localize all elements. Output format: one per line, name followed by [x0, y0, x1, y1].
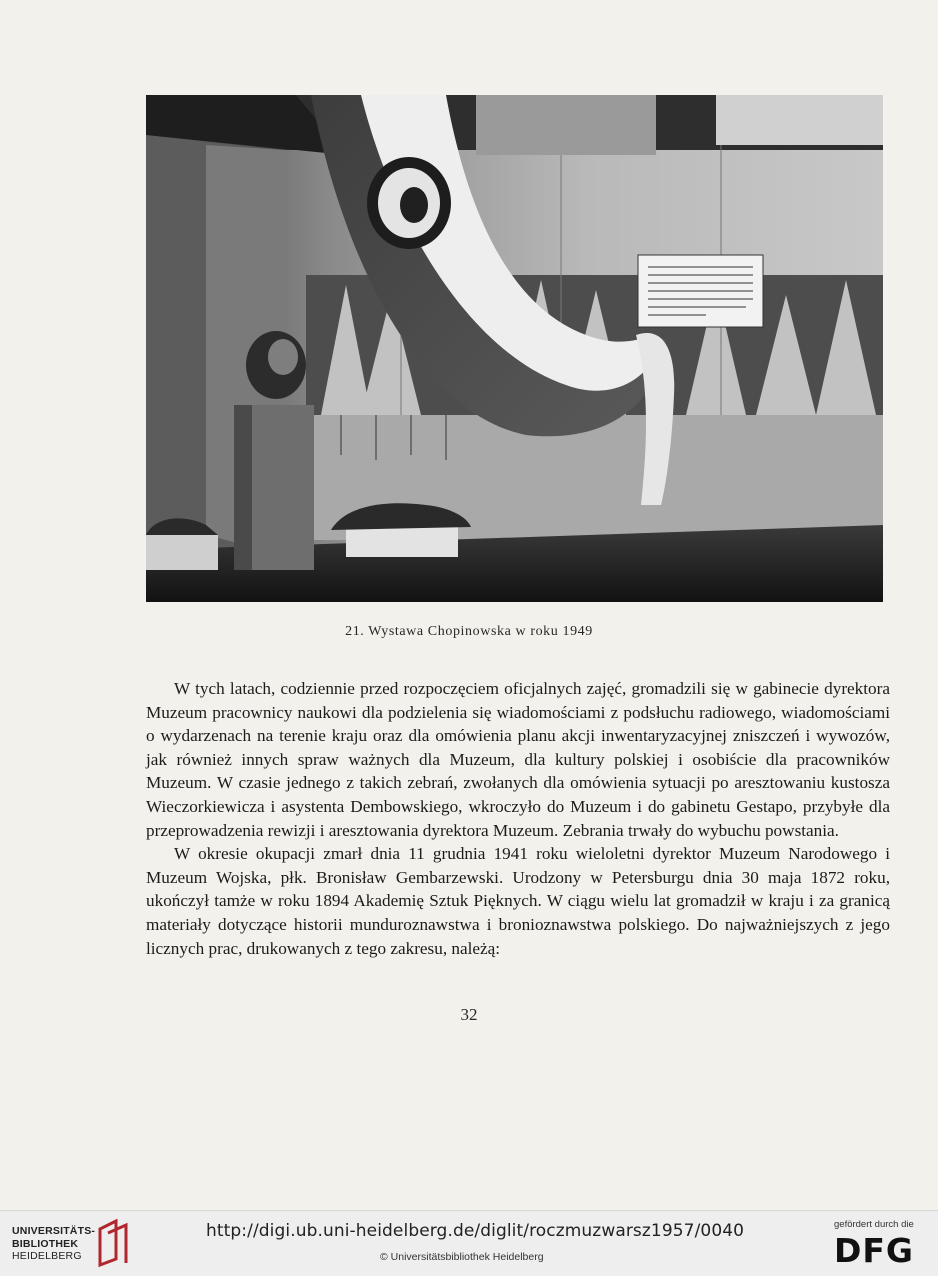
body-text: [146, 677, 890, 960]
library-emblem-icon: [96, 1219, 130, 1267]
library-logo-text[interactable]: [12, 1225, 95, 1263]
library-line-2: BIBLIOTHEK: [12, 1237, 79, 1250]
exhibition-photo-illustration: [146, 95, 883, 602]
paragraph-2: W okresie okupacji zmarł dnia 11 grudnia 1941 roku wieloletni dyrektor Muzeum Narodowego i Muzeum Wojska, płk. Bronisław Gembarzewski. Urodzony w Petersburgu dnia 30 maja 1872 roku, ukończył tamże w roku 1894 Akademię Sztuk Pięknych. W ciągu wielu lat gromadził w kraju i za granicą materiały dotyczące historii munduroznawstwa i bronioznawstwa polskiego. Do najważniejszych z jego licznych prac, drukowanych z tego zakresu, należą:: [146, 844, 890, 958]
figure-caption: 21. Wystawa Chopinowska w roku 1949: [345, 624, 593, 639]
exhibition-photo: [146, 95, 883, 602]
funding-label: gefördert durch die: [834, 1219, 914, 1230]
page-number: 32: [460, 1005, 478, 1024]
library-line-1: UNIVERSITÄTS-: [12, 1225, 96, 1237]
library-line-3: HEIDELBERG: [12, 1250, 82, 1262]
copyright-notice: © Universitätsbibliothek Heidelberg: [380, 1251, 544, 1263]
permalink-url[interactable]: http://digi.ub.uni-heidelberg.de/diglit/roczmuzwarsz1957/0040: [206, 1221, 745, 1241]
paragraph-1: W tych latach, codziennie przed rozpoczęciem oficjalnych zajęć, gromadzili się w gabinecie dyrektora Muzeum pracownicy naukowi dla podzielenia się wiadomościami z podsłuchu radiowego, wiadomościami o wydarzenach na terenie kraju oraz dla omówienia planu akcji inwentaryzacyjnej zniszczeń i wywozów, jak również innych spraw ważnych dla Muzeum, dla kultury polskiej i osobiście dla pracowników Muzeum. W czasie jednego z takich zebrań, zwołanych dla omówienia sytuacji po aresztowaniu kustosza Wieczorkiewicza i asystenta Dembowskiego, wkroczyło do Muzeum i do gabinetu Gestapo, przybyłe dla przeprowadzenia rewizji i aresztowania dyrektora Muzeum. Zebrania trwały do wybuchu powstania.: [146, 679, 890, 840]
dfg-logo[interactable]: DFG: [834, 1231, 915, 1270]
footer-bar: [0, 1210, 938, 1276]
